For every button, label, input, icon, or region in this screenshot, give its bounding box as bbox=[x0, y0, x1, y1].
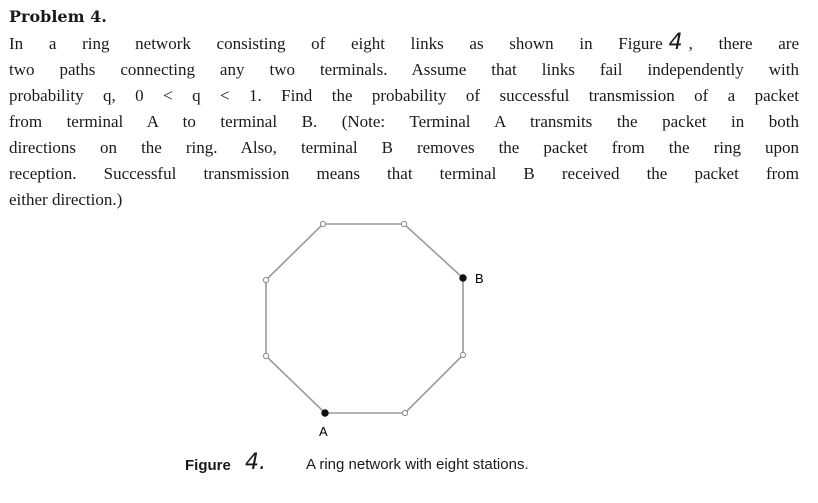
station-b bbox=[460, 275, 466, 281]
ring-links bbox=[266, 224, 463, 413]
problem-line-4: from terminal A to terminal B. (Note: Terminal A transmits the packet in both bbox=[9, 112, 799, 131]
stations bbox=[263, 221, 483, 439]
station-node bbox=[263, 277, 268, 282]
figure-caption-text: A ring network with eight stations. bbox=[306, 456, 529, 473]
station-node bbox=[263, 353, 268, 358]
problem-line-3: probability q, 0 < q < 1. Find the probability of successful transmission of a packet bbox=[9, 86, 799, 105]
station-node bbox=[401, 221, 406, 226]
station-node bbox=[402, 410, 407, 415]
problem-line-1-tail: , there are bbox=[688, 34, 800, 53]
station-a bbox=[322, 410, 328, 416]
problem-line-1-text: In a ring network consisting of eight links as shown in Figure bbox=[9, 34, 663, 53]
station-node bbox=[460, 352, 465, 357]
problem-line-7: either direction.) bbox=[9, 190, 123, 209]
problem-line-6: reception. Successful transmission means that terminal B received the packet from bbox=[9, 164, 799, 183]
station-label-a: A bbox=[319, 424, 328, 439]
station-node bbox=[320, 221, 325, 226]
figure-caption-label: Figure bbox=[185, 457, 231, 474]
handwritten-figure-number: 4 bbox=[668, 30, 683, 55]
figure-caption-number: 4. bbox=[245, 450, 266, 475]
problem-line-5: directions on the ring. Also, terminal B removes the packet from the ring upon bbox=[9, 138, 799, 157]
station-label-b: B bbox=[475, 271, 484, 286]
problem-line-2: two paths connecting any two terminals. Assume that links fail independently with bbox=[9, 60, 799, 79]
problem-title: Problem 4. bbox=[9, 7, 107, 26]
